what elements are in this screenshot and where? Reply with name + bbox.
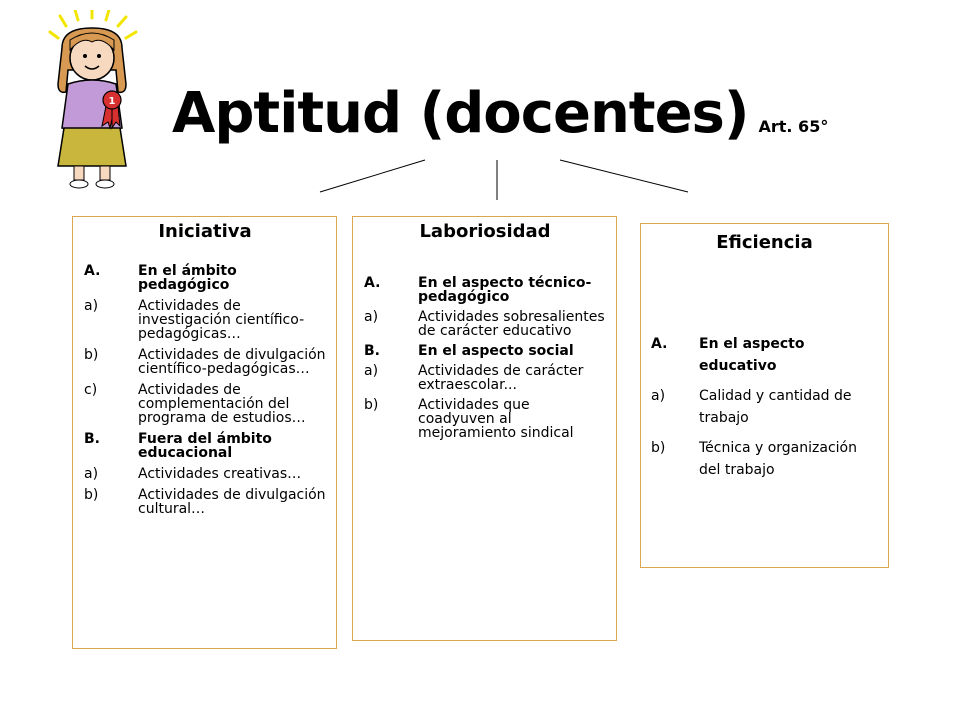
item-list xyxy=(651,333,878,481)
item-marker: b) xyxy=(84,347,99,363)
item-text: Fuera del ámbito educacional xyxy=(138,431,272,461)
item-marker: a) xyxy=(84,466,99,482)
box-title: Eficiencia xyxy=(716,232,813,253)
list-item xyxy=(651,333,878,377)
list-item xyxy=(364,310,606,338)
article-note: Art. 65° xyxy=(758,117,829,136)
list-item xyxy=(84,299,326,341)
slide-title-block xyxy=(172,81,829,146)
list-item xyxy=(84,383,326,425)
item-text: En el ámbito pedagógico xyxy=(138,263,237,293)
list-item xyxy=(651,437,878,481)
list-item xyxy=(84,432,326,460)
ribbon-number: 1 xyxy=(108,96,116,107)
item-text: En el aspecto educativo xyxy=(699,336,805,374)
list-item xyxy=(364,398,606,440)
list-item xyxy=(84,467,326,481)
list-item xyxy=(364,344,606,358)
item-marker: B. xyxy=(364,343,380,359)
box-title: Iniciativa xyxy=(158,221,252,242)
item-list xyxy=(84,264,326,516)
list-item xyxy=(84,488,326,516)
item-text: Actividades de divulgación cultural… xyxy=(138,487,326,517)
iniciativa-box xyxy=(72,216,337,649)
item-text: Calidad y cantidad de trabajo xyxy=(699,388,852,426)
girl-with-award-ribbon-icon xyxy=(46,10,146,190)
laboriosidad-box xyxy=(352,216,617,641)
item-marker: a) xyxy=(651,388,666,404)
item-marker: b) xyxy=(84,487,99,503)
list-item xyxy=(364,276,606,304)
item-text: En el aspecto técnico-pedagógico xyxy=(418,275,592,305)
item-marker: B. xyxy=(84,431,100,447)
item-marker: a) xyxy=(364,363,379,379)
item-marker: A. xyxy=(651,336,668,352)
item-marker: c) xyxy=(84,382,98,398)
list-item xyxy=(84,264,326,292)
item-text: Actividades creativas… xyxy=(138,466,302,482)
item-marker: b) xyxy=(364,397,379,413)
item-text: En el aspecto social xyxy=(418,343,574,359)
eficiencia-box xyxy=(640,223,889,568)
box-title: Laboriosidad xyxy=(419,221,551,242)
item-text: Actividades sobresalientes de carácter educativo xyxy=(418,309,605,339)
connector-left xyxy=(320,160,425,192)
item-marker: a) xyxy=(84,298,99,314)
item-list xyxy=(364,276,606,440)
item-text: Técnica y organización del trabajo xyxy=(699,440,857,478)
item-text: Actividades que coadyuven al mejoramiento sindical xyxy=(418,397,574,441)
item-marker: A. xyxy=(84,263,101,279)
item-text: Actividades de carácter extraescolar... xyxy=(418,363,584,393)
item-marker: a) xyxy=(364,309,379,325)
item-text: Actividades de investigación científico-pedagógicas… xyxy=(138,298,305,342)
connector-right xyxy=(560,160,688,192)
list-item xyxy=(84,348,326,376)
item-text: Actividades de divulgación científico-pedagógicas… xyxy=(138,347,326,377)
item-marker: b) xyxy=(651,440,666,456)
item-marker: A. xyxy=(364,275,381,291)
item-text: Actividades de complementación del programa de estudios… xyxy=(138,382,306,426)
list-item xyxy=(651,385,878,429)
list-item xyxy=(364,364,606,392)
slide-title: Aptitud (docentes) xyxy=(172,81,749,146)
